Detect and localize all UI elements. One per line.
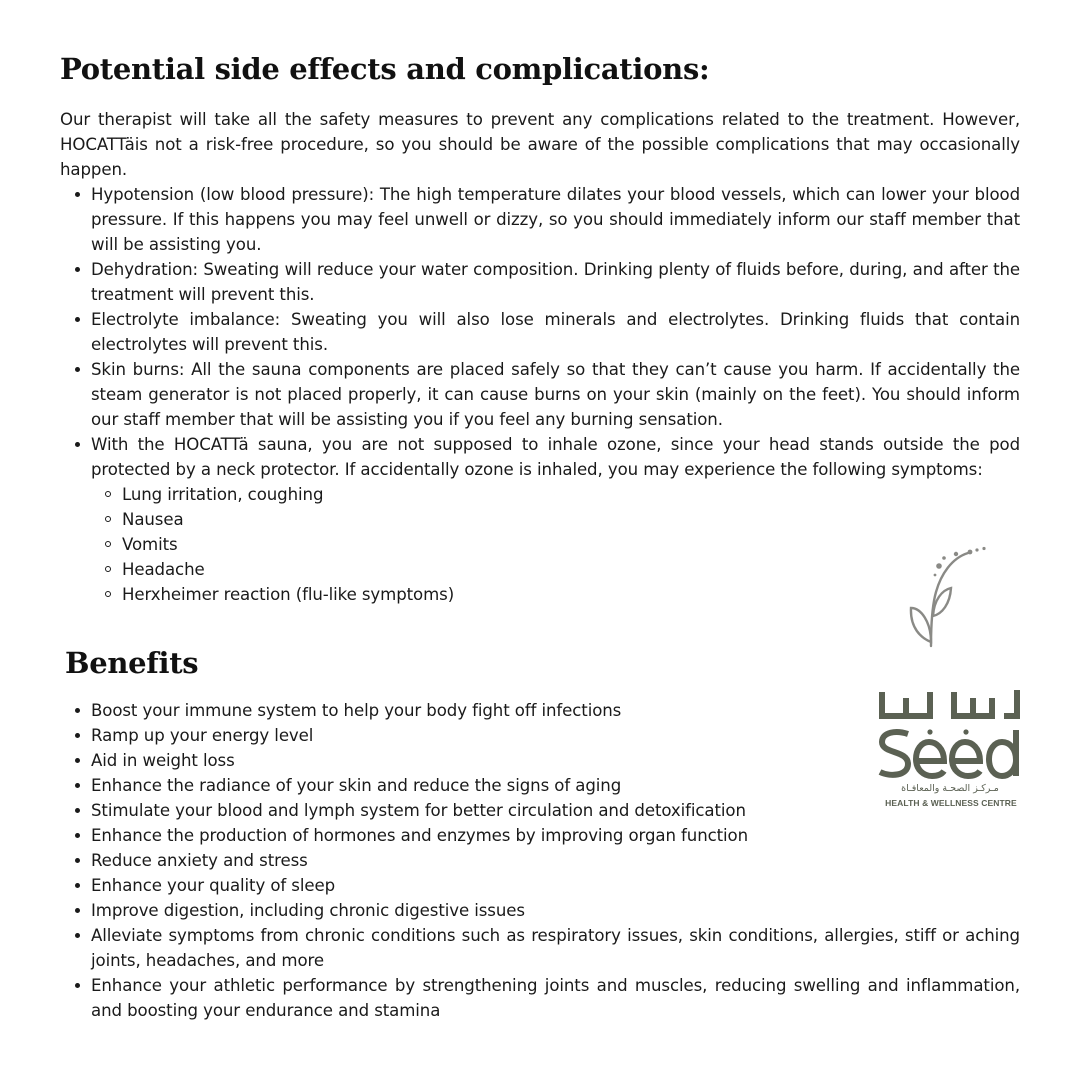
logo-tagline: HEALTH & WELLNESS CENTRE bbox=[885, 798, 1017, 808]
list-item-dehydration: Dehydration: Sweating will reduce your water composition. Drinking plenty of fluids before, during, and after the treatment will prevent this. bbox=[60, 257, 1020, 307]
benefit-item: Enhance the production of hormones and enzymes by improving organ function bbox=[60, 823, 1020, 848]
benefit-item: Aid in weight loss bbox=[60, 748, 1020, 773]
symptom-item: Herxheimer reaction (flu-like symptoms) bbox=[91, 582, 1020, 607]
benefit-item: Reduce anxiety and stress bbox=[60, 848, 1020, 873]
benefit-item: Enhance your quality of sleep bbox=[60, 873, 1020, 898]
list-item-hypotension: Hypotension (low blood pressure): The high temperature dilates your blood vessels, which can lower your blood pressure. If this happens you may feel unwell or dizzy, so you should immediately inform our staff member that will be assisting you. bbox=[60, 182, 1020, 257]
symptom-item: Headache bbox=[91, 557, 1020, 582]
benefit-item: Enhance the radiance of your skin and reduce the signs of aging bbox=[60, 773, 1020, 798]
leaf-sprig-icon bbox=[902, 544, 994, 650]
benefit-item: Enhance your athletic performance by strengthening joints and muscles, reducing swelling and inflammation, and boosting your endurance and stamina bbox=[60, 973, 1020, 1023]
seed-wordmark-icon bbox=[872, 686, 1028, 782]
symptom-item: Nausea bbox=[91, 507, 1020, 532]
list-item-ozone bbox=[60, 432, 1020, 607]
benefit-item: Ramp up your energy level bbox=[60, 723, 1020, 748]
side-effects-list bbox=[60, 182, 1020, 607]
seed-logo bbox=[872, 686, 1028, 816]
benefit-item: Boost your immune system to help your body fight off infections bbox=[60, 698, 1020, 723]
benefit-item: Improve digestion, including chronic digestive issues bbox=[60, 898, 1020, 923]
logo-arabic-text: مـركـز الصحـة والمعافـاة bbox=[901, 783, 999, 794]
symptom-item: Lung irritation, coughing bbox=[91, 482, 1020, 507]
symptoms-list bbox=[91, 482, 1020, 607]
list-item-skin-burns: Skin burns: All the sauna components are placed safely so that they can’t cause you harm. If accidentally the steam generator is not placed properly, it can cause burns on your skin (mainly on the feet). You should inform our staff member that will be assisting you if you feel any burning sensation. bbox=[60, 357, 1020, 432]
list-item-ozone-text: With the HOCATTä sauna, you are not supposed to inhale ozone, since your head stands outside the pod protected by a neck protector. If accidentally ozone is inhaled, you may experience the following symptoms: bbox=[91, 435, 1020, 479]
benefit-item: Stimulate your blood and lymph system for better circulation and detoxification bbox=[60, 798, 1020, 823]
side-effects-intro: Our therapist will take all the safety measures to prevent any complications related to the treatment. However, HOCATTäis not a risk-free procedure, so you should be aware of the possible complications that may occasionally happen. bbox=[60, 110, 1020, 179]
side-effects-title: Potential side effects and complications: bbox=[60, 52, 710, 86]
symptom-item: Vomits bbox=[91, 532, 1020, 557]
benefits-title: Benefits bbox=[65, 646, 199, 680]
list-item-electrolyte-imbalance: Electrolyte imbalance: Sweating you will also lose minerals and electrolytes. Drinking fluids that contain electrolytes will prevent this. bbox=[60, 307, 1020, 357]
benefit-item: Alleviate symptoms from chronic conditions such as respiratory issues, skin conditions, allergies, stiff or aching joints, headaches, and more bbox=[60, 923, 1020, 973]
